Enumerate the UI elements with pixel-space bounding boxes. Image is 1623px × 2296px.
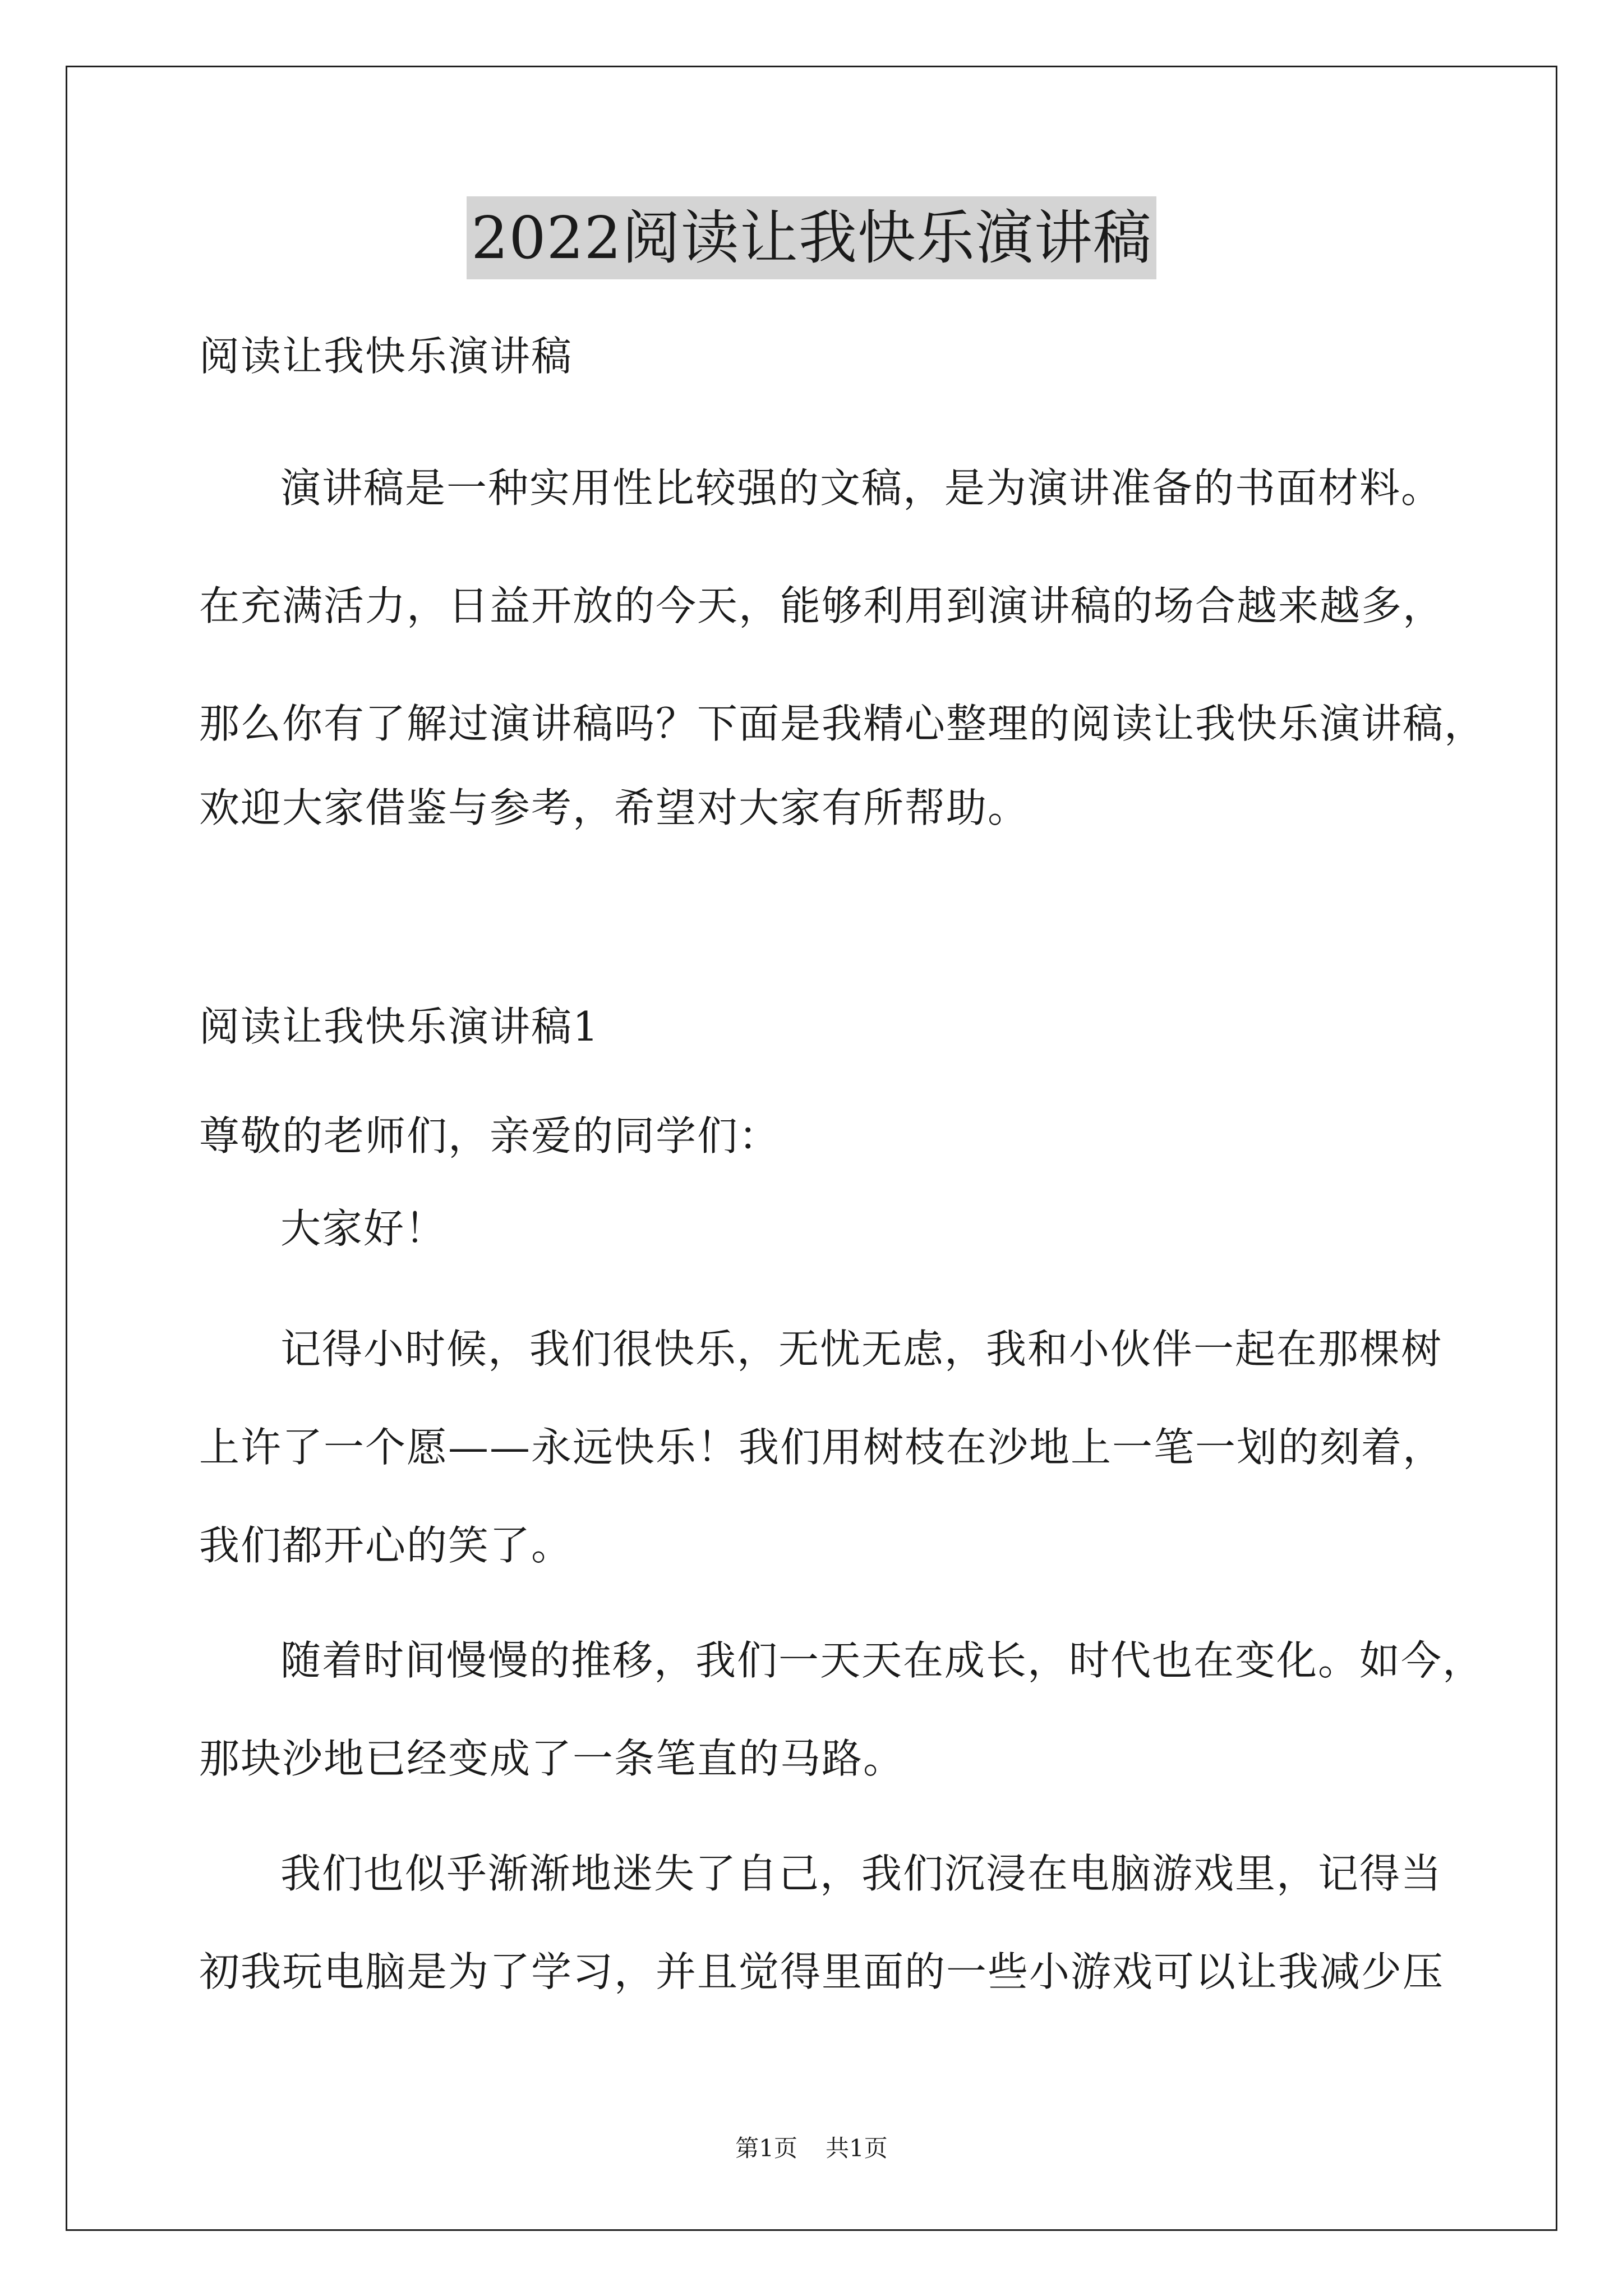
- intro-heading: 阅读让我快乐演讲稿: [199, 333, 573, 380]
- paragraph-line: 那块沙地已经变成了一条笔直的马路。: [199, 1735, 905, 1782]
- paragraph-line: 随着时间慢慢的推移，我们一天天在成长，时代也在变化。如今，: [280, 1637, 1484, 1684]
- paragraph-line: 我们也似乎渐渐地迷失了自己，我们沉浸在电脑游戏里，记得当: [280, 1850, 1443, 1897]
- page-footer: [0, 2132, 1623, 2165]
- section-heading: 阅读让我快乐演讲稿1: [199, 1003, 600, 1050]
- greeting: 大家好！: [280, 1205, 447, 1252]
- paragraph-line: 记得小时候，我们很快乐，无忧无虑，我和小伙伴一起在那棵树: [280, 1326, 1443, 1373]
- page-number-current: 第1页: [735, 2134, 797, 2162]
- paragraph-line: 初我玩电脑是为了学习，并且觉得里面的一些小游戏可以让我减少压: [199, 1948, 1445, 1995]
- paragraph-line: 欢迎大家借鉴与参考，希望对大家有所帮助。: [199, 784, 1030, 831]
- page-number-total: 共1页: [826, 2134, 888, 2162]
- paragraph-line: 我们都开心的笑了。: [199, 1522, 573, 1569]
- salutation: 尊敬的老师们，亲爱的同学们：: [199, 1112, 781, 1159]
- paragraph-line: 在充满活力，日益开放的今天，能够利用到演讲稿的场合越来越多，: [199, 582, 1445, 629]
- paragraph-line: 上许了一个愿——永远快乐！我们用树枝在沙地上一笔一划的刻着，: [199, 1424, 1445, 1471]
- paragraph-line: 演讲稿是一种实用性比较强的文稿，是为演讲准备的书面材料。: [280, 464, 1443, 512]
- paragraph-line: 那么你有了解过演讲稿吗？下面是我精心整理的阅读让我快乐演讲稿，: [199, 700, 1486, 747]
- document-title: 2022阅读让我快乐演讲稿: [467, 196, 1156, 279]
- title-container: [0, 196, 1623, 279]
